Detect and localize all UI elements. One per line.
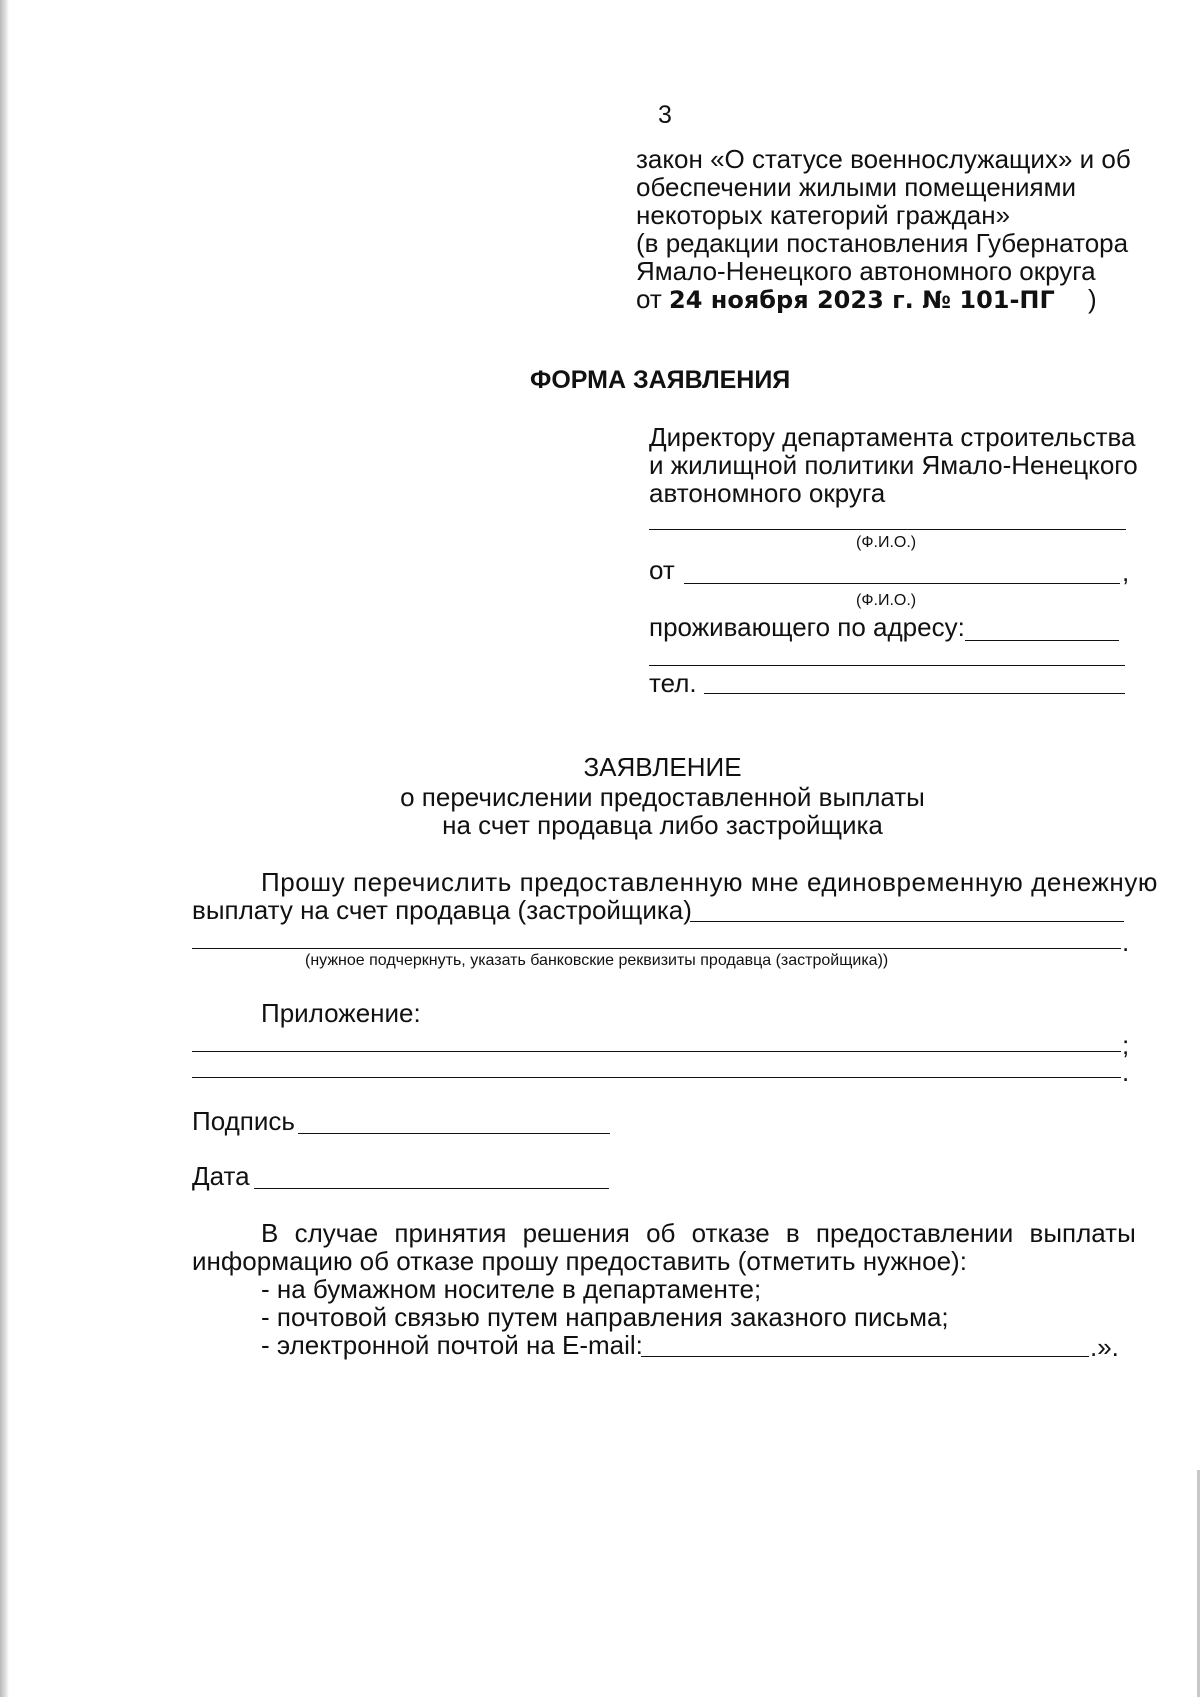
attachment-label: Приложение: [261, 998, 421, 1028]
statement-subtitle: на счет продавца либо застройщика [442, 810, 883, 840]
header-note-line: некоторых категорий граждан» [636, 200, 1011, 230]
attachment-line-2 [192, 1077, 1121, 1078]
attachment-end: . [1122, 1057, 1130, 1087]
request-line: Прошу перечислить предоставленную мне единовременную денежную [261, 867, 1158, 897]
addressee-line: Директору департамента строительства [649, 422, 1136, 452]
date-label: Дата [192, 1161, 250, 1191]
signature-label: Подпись [192, 1106, 295, 1136]
applicant-name-line [684, 583, 1120, 584]
request-end: . [1122, 927, 1130, 957]
fio-hint: (Ф.И.О.) [856, 592, 917, 609]
request-hint: (нужное подчеркнуть, указать банковские реквизиты продавца (застройщика)) [305, 952, 889, 969]
signature-line [298, 1133, 610, 1134]
address-line-2 [649, 665, 1125, 666]
header-note-line: обеспечении жилыми помещениями [636, 172, 1077, 202]
amendment-date: 24 ноября 2023 г. № 101-ПГ [669, 286, 1055, 314]
page-number: 3 [658, 101, 672, 129]
date-line [254, 1188, 609, 1189]
refusal-option: - на бумажном носителе в департаменте; [261, 1274, 762, 1304]
request-line: выплату на счет продавца (застройщика) [192, 895, 692, 925]
attachment-end: ; [1122, 1030, 1130, 1060]
statement-title: ЗАЯВЛЕНИЕ [583, 752, 742, 782]
header-note-line: закон «О статусе военнослужащих» и об [636, 144, 1131, 174]
header-note-line: (в редакции постановления Губернатора [636, 228, 1129, 258]
email-line [641, 1356, 1089, 1357]
refusal-option: - почтовой связью путем направления заказного письма; [261, 1302, 949, 1332]
address-label: проживающего по адресу: [649, 612, 965, 642]
header-note-line: Ямало-Ненецкого автономного округа [636, 256, 1096, 286]
header-note-date-line [636, 285, 1097, 315]
director-name-line [649, 529, 1126, 530]
date-suffix: ) [1088, 284, 1097, 314]
from-label: от [649, 555, 675, 585]
fio-hint: (Ф.И.О.) [856, 534, 917, 551]
refusal-line: информацию об отказе прошу предоставить (отметить нужное): [192, 1246, 967, 1276]
attachment-line [192, 1051, 1121, 1052]
option-end: .». [1090, 1332, 1119, 1362]
scan-shadow-left [0, 0, 9, 1697]
seller-details-line-2 [192, 948, 1121, 949]
seller-details-line [690, 921, 1124, 922]
statement-subtitle: о перечислении предоставленной выплаты [400, 782, 925, 812]
address-line [965, 640, 1119, 641]
refusal-option-email: - электронной почтой на E-mail: [261, 1330, 643, 1360]
date-prefix: от [636, 284, 662, 314]
refusal-line: В случае принятия решения об отказе в предоставлении выплаты [261, 1218, 1136, 1248]
addressee-line: и жилищной политики Ямало-Ненецкого [649, 450, 1138, 480]
phone-label: тел. [649, 668, 697, 698]
from-comma: , [1122, 557, 1130, 587]
form-title: ФОРМА ЗАЯВЛЕНИЯ [530, 366, 791, 394]
addressee-line: автономного округа [649, 478, 886, 508]
phone-line [704, 693, 1125, 694]
